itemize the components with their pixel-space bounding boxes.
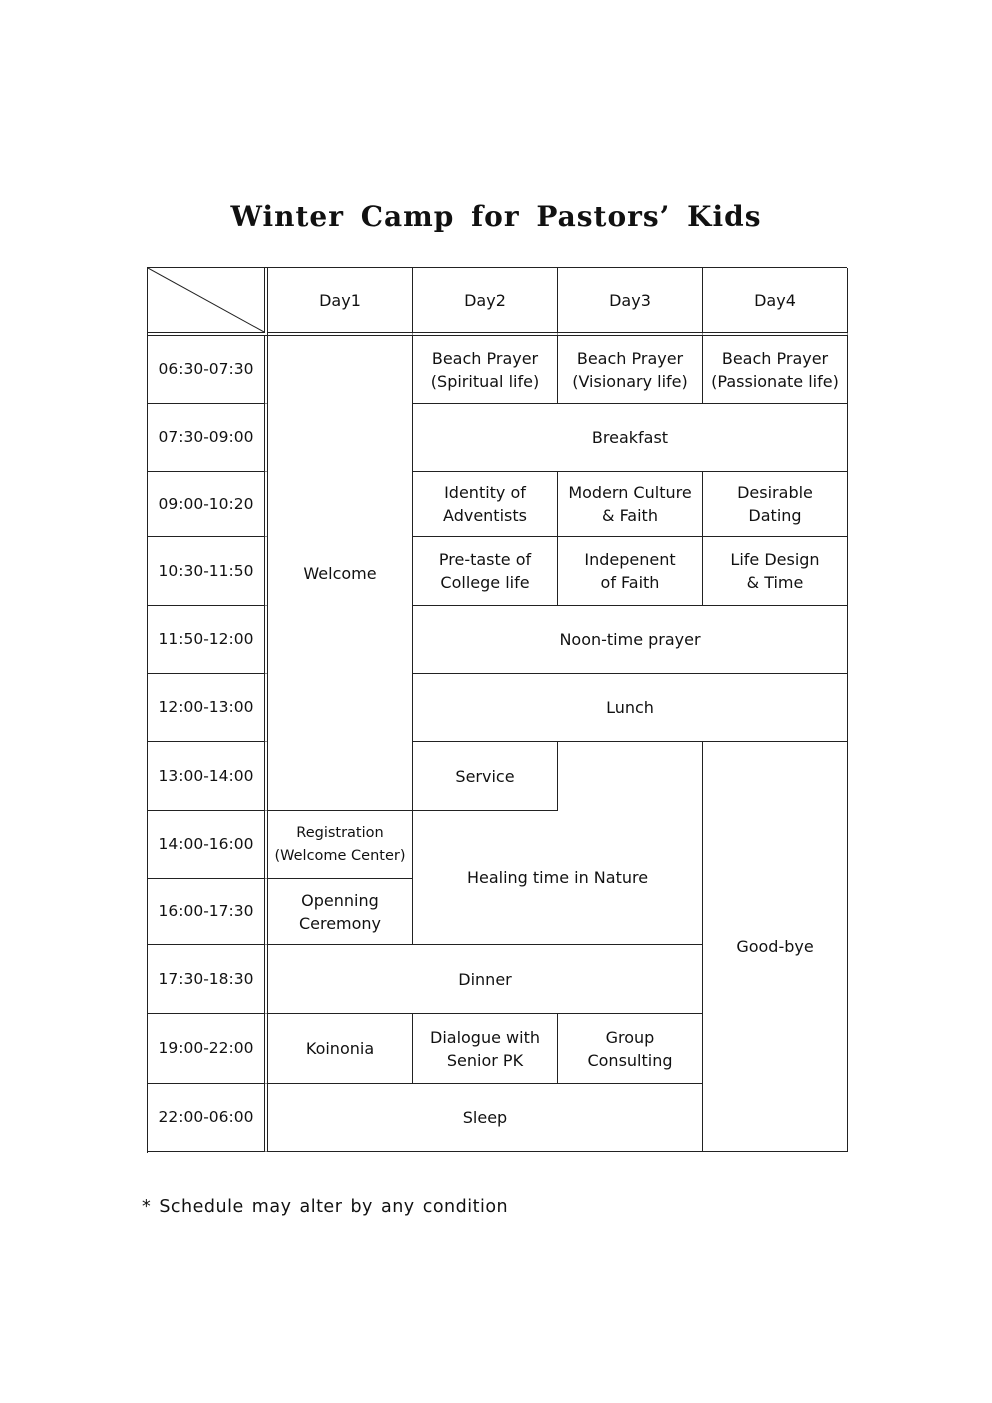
- time-slot: 16:00-17:30: [148, 879, 268, 945]
- event-life-design-time: Life Design & Time: [703, 537, 848, 606]
- event-good-bye: Good-bye: [703, 742, 848, 1152]
- event-beach-prayer-day4: Beach Prayer (Passionate life): [703, 336, 848, 404]
- time-slot: 11:50-12:00: [148, 606, 268, 674]
- time-slot: 14:00-16:00: [148, 811, 268, 879]
- event-dinner: Dinner: [268, 945, 703, 1014]
- diagonal-line-icon: [148, 268, 264, 332]
- event-service: Service: [413, 742, 558, 811]
- table-corner-cell: [148, 268, 268, 336]
- event-dialogue-senior-pk: Dialogue with Senior PK: [413, 1014, 558, 1084]
- time-slot: 07:30-09:00: [148, 404, 268, 472]
- event-noon-prayer: Noon-time prayer: [413, 606, 848, 674]
- event-healing-time: Healing time in Nature: [413, 811, 703, 945]
- time-slot: 09:00-10:20: [148, 472, 268, 537]
- day-header-4: Day4: [703, 268, 848, 336]
- day-header-3: Day3: [558, 268, 703, 336]
- event-identity-of-adventists: Identity of Adventists: [413, 472, 558, 537]
- event-sleep: Sleep: [268, 1084, 703, 1152]
- event-opening-ceremony: Openning Ceremony: [268, 879, 413, 945]
- time-slot: 13:00-14:00: [148, 742, 268, 811]
- time-slot: 22:00-06:00: [148, 1084, 268, 1152]
- time-slot: 12:00-13:00: [148, 674, 268, 742]
- event-koinonia: Koinonia: [268, 1014, 413, 1084]
- day-header-2: Day2: [413, 268, 558, 336]
- event-pre-taste-college: Pre-taste of College life: [413, 537, 558, 606]
- event-registration: Registration (Welcome Center): [268, 811, 413, 879]
- schedule-table: [147, 267, 847, 1153]
- footnote: * Schedule may alter by any condition: [142, 1197, 509, 1217]
- blank-cell: [558, 742, 703, 811]
- time-slot: 10:30-11:50: [148, 537, 268, 606]
- event-lunch: Lunch: [413, 674, 848, 742]
- event-welcome: Welcome: [268, 336, 413, 811]
- event-beach-prayer-day2: Beach Prayer (Spiritual life): [413, 336, 558, 404]
- time-slot: 17:30-18:30: [148, 945, 268, 1014]
- event-beach-prayer-day3: Beach Prayer (Visionary life): [558, 336, 703, 404]
- event-group-consulting: Group Consulting: [558, 1014, 703, 1084]
- time-slot: 19:00-22:00: [148, 1014, 268, 1084]
- page-title: Winter Camp for Pastors’ Kids: [230, 200, 762, 233]
- day-header-1: Day1: [268, 268, 413, 336]
- event-indepenent-faith: Indepenent of Faith: [558, 537, 703, 606]
- event-breakfast: Breakfast: [413, 404, 848, 472]
- event-modern-culture-faith: Modern Culture & Faith: [558, 472, 703, 537]
- time-slot: 06:30-07:30: [148, 336, 268, 404]
- event-desirable-dating: Desirable Dating: [703, 472, 848, 537]
